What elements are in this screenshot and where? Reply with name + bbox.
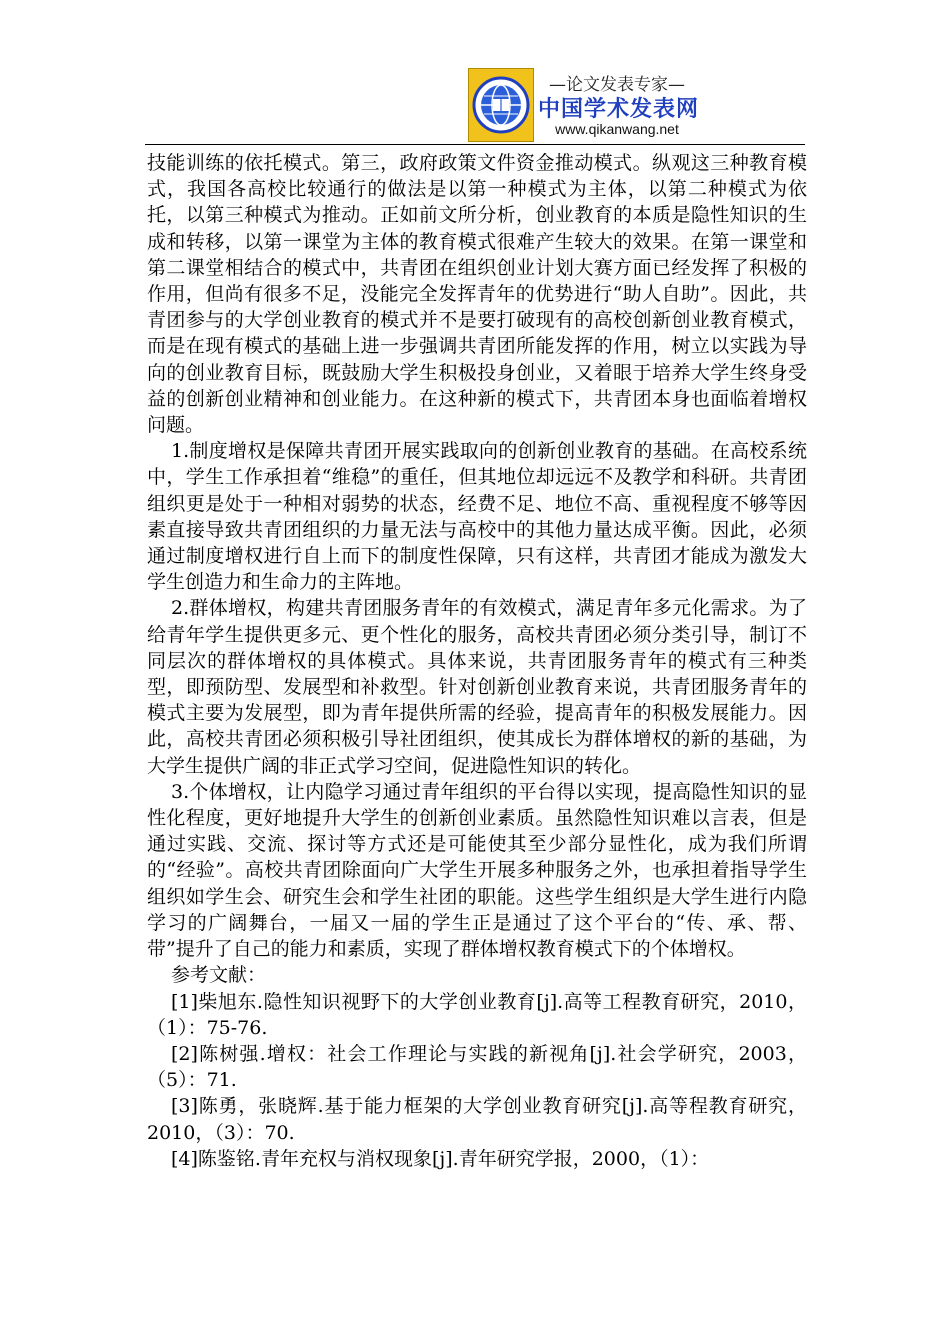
- globe-emblem-icon: [468, 68, 534, 142]
- reference-item: [3]陈勇，张晓辉.基于能力框架的大学创业教育研究[j].高等程教育研究，2010，（3）：70.: [147, 1095, 807, 1144]
- body-paragraph: 3.个体增权，让内隐学习通过青年组织的平台得以实现，提高隐性知识的显性化程度，更好地提升大学生的创新创业素质。虽然隐性知识难以言表，但是通过实践、交流、探讨等方式还是可能使其至少部分显性化，成为我们所谓的“经验”。高校共青团除面向广大学生开展多种服务之外，也承担着指导学生组织如学生会、研究生会和学生社团的职能。这些学生组织是大学生进行内隐学习的广阔舞台，一届又一届的学生正是通过了这个平台的“传、承、帮、带”提升了自己的能力和素质，实现了群体增权教育模式下的个体增权。: [147, 780, 807, 961]
- logo-text: [538, 68, 700, 142]
- site-logo: [468, 68, 700, 142]
- document-body: [147, 150, 807, 1172]
- logo-brand-name: 中国学术发表网: [538, 97, 700, 122]
- logo-slogan: —论文发表专家—: [549, 75, 685, 95]
- reference-item: [4]陈鉴铭.青年充权与消权现象[j].青年研究学报，2000，（1）：: [171, 1147, 710, 1170]
- reference-item: [2]陈树强.增权：社会工作理论与实践的新视角[j].社会学研究，2003，（5）：71.: [147, 1042, 807, 1092]
- logo-url: www.qikanwang.net: [555, 121, 679, 137]
- body-paragraph: 1.制度增权是保障共青团开展实践取向的创新创业教育的基础。在高校系统中，学生工作承担着“维稳”的重任，但其地位却远远不及教学和科研。共青团组织更是处于一种相对弱势的状态，经费不足、地位不高、重视程度不够等因素直接导致共青团组织的力量无法与高校中的其他力量达成平衡。因此，必须通过制度增权进行自上而下的制度性保障，只有这样，共青团才能成为激发大学生创造力和生命力的主阵地。: [147, 440, 807, 594]
- references-heading: 参考文献：: [171, 964, 267, 987]
- body-paragraph: 技能训练的依托模式。第三，政府政策文件资金推动模式。纵观这三种教育模式，我国各高校比较通行的做法是以第一种模式为主体，以第二种模式为依托，以第三种模式为推动。正如前文所分析，创业教育的本质是隐性知识的生成和转移，以第一课堂为主体的教育模式很难产生较大的效果。在第一课堂和第二课堂相结合的模式中，共青团在组织创业计划大赛方面已经发挥了积极的作用，但尚有很多不足，没能完全发挥青年的优势进行“助人自助”。因此，共青团参与的大学创业教育的模式并不是要打破现有的高校创新创业教育模式，而是在现有模式的基础上进一步强调共青团所能发挥的作用，树立以实践为导向的创业教育目标，既鼓励大学生积极投身创业，又着眼于培养大学生终身受益的创新创业精神和创业能力。在这种新的模式下，共青团本身也面临着增权问题。: [147, 152, 807, 437]
- reference-item: [1]柴旭东.隐性知识视野下的大学创业教育[j].高等工程教育研究，2010，（1）：75-76.: [147, 990, 807, 1039]
- body-paragraph: 2.群体增权，构建共青团服务青年的有效模式，满足青年多元化需求。为了给青年学生提供更多元、更个性化的服务，高校共青团必须分类引导，制订不同层次的群体增权的具体模式。具体来说，共青团服务青年的模式有三种类型，即预防型、发展型和补救型。针对创新创业教育来说，共青团服务青年的模式主要为发展型，即为青年提供所需的经验，提高青年的积极发展能力。因此，高校共青团必须积极引导社团组织，使其成长为群体增权的新的基础，为大学生提供广阔的非正式学习空间，促进隐性知识的转化。: [147, 597, 807, 777]
- header-divider: [145, 144, 805, 145]
